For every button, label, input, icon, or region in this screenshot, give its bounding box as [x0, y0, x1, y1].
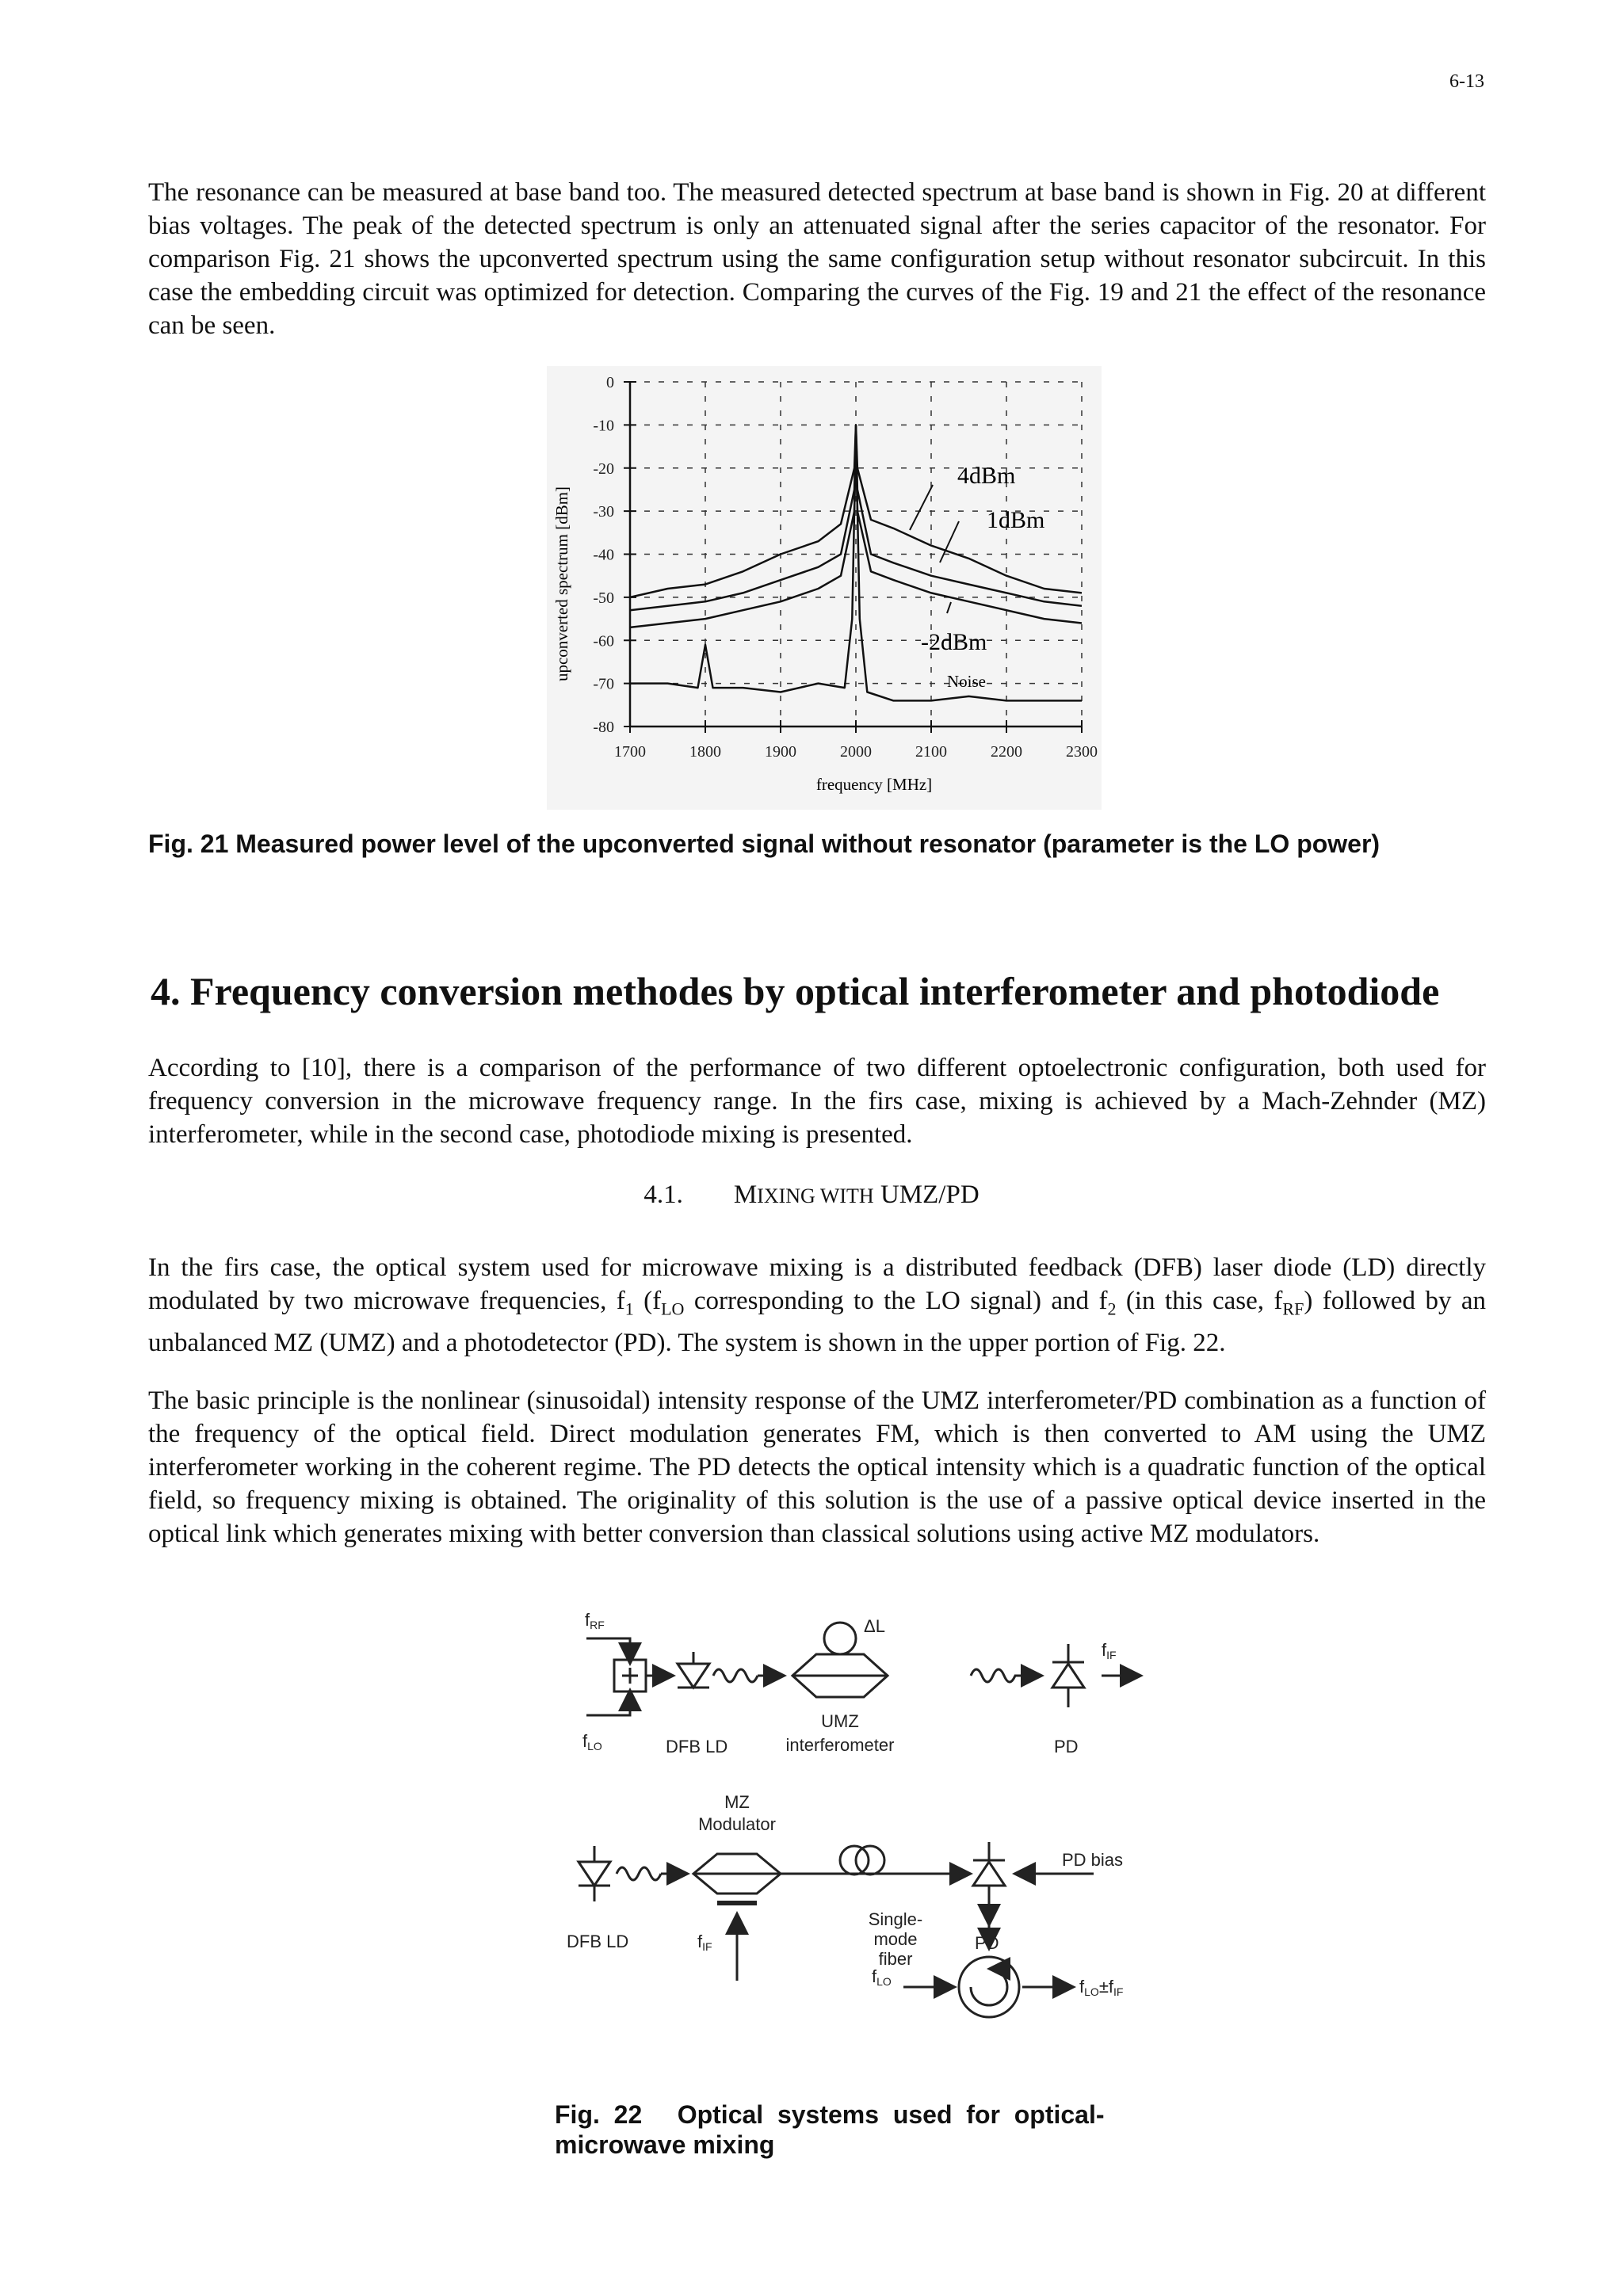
para3-text-1: In the firs case, the optical system used for microwave mixing is a distributed feedback (DFB) laser diode (LD) directly modulated by two microwave frequencies, f [148, 1253, 1486, 1315]
fig22-caption-line2: microwave mixing [555, 2130, 775, 2159]
annot-minus2dbm: -2dBm [921, 629, 987, 655]
laser-diode-top-icon [678, 1652, 709, 1688]
label-fiber: fiber [878, 1949, 913, 1969]
subsection-title-smallcaps: IXING WITH [757, 1184, 874, 1207]
fig22-caption [555, 2100, 1189, 2160]
fig22-caption-line1: Fig. 22 Optical systems used for optical- [555, 2100, 1105, 2129]
circulator-rotation-icon [971, 1969, 1007, 2005]
fig21-caption: Fig. 21 Measured power level of the upconverted signal without resonator (parameter is the LO power) [148, 830, 1381, 858]
wave-top-1-icon [713, 1669, 758, 1682]
fig21-chart [547, 366, 1102, 810]
fiber-coil-2-icon [856, 1846, 884, 1875]
y-tick-label: -50 [593, 589, 614, 607]
page-number: 6-13 [1449, 71, 1484, 92]
para3-text-2: (f [633, 1287, 662, 1315]
x-tick-label: 2100 [915, 743, 947, 761]
para3-sub-lo: LO [661, 1299, 685, 1319]
label-pd-bias: PD bias [1062, 1850, 1124, 1870]
label-flo-top: fLO [582, 1731, 602, 1753]
section-heading: 4. Frequency conversion methodes by optical interferometer and photodiode [151, 969, 1440, 1013]
chart-x-label: frequency [MHz] [815, 775, 933, 794]
wave-top-2-icon [971, 1669, 1015, 1682]
label-delta-l: ΔL [864, 1616, 885, 1636]
label-pd-top: PD [1054, 1737, 1079, 1756]
x-tick-label: 1800 [689, 743, 721, 761]
subsection-title-rest: UMZ/PD [873, 1180, 980, 1209]
paragraph-comparison: According to [10], there is a comparison of the performance of two different optoelectronic configuration, both used for frequency conversion in the microwave frequency range. In the firs case, mixing is achieved by a Mach-Zehnder (MZ) interferometer, while in the second case, photodiode mixing is presented. [148, 1054, 1486, 1149]
para3-text-4: (in this case, f [1116, 1287, 1283, 1315]
label-fif-bottom: fIF [697, 1932, 712, 1953]
circulator-icon [959, 1957, 1019, 2017]
wave-bottom-icon [617, 1867, 661, 1880]
flo-input-line [586, 1690, 630, 1715]
label-frf: fRF [585, 1610, 605, 1631]
label-flo-bottom: fLO [872, 1966, 892, 1988]
label-mz: MZ [724, 1792, 750, 1812]
subsection-number: 4.1. [643, 1180, 683, 1209]
x-tick-label: 1900 [765, 743, 796, 761]
label-modulator: Modulator [698, 1814, 776, 1834]
fig22-diagram [555, 1608, 1157, 2100]
y-tick-label: -40 [593, 546, 614, 564]
label-fif-top: fIF [1102, 1640, 1117, 1661]
y-tick-label: 0 [606, 374, 614, 391]
x-tick-label: 2200 [991, 743, 1022, 761]
y-tick-label: -10 [593, 417, 614, 435]
x-tick-label: 2000 [840, 743, 872, 761]
x-tick-label: 2300 [1066, 743, 1098, 761]
y-tick-label: -20 [593, 460, 614, 478]
photodiode-bottom-icon [973, 1842, 1005, 1921]
y-tick-label: -80 [593, 719, 614, 736]
para3-text-3: corresponding to the LO signal) and f [684, 1287, 1108, 1315]
chart-y-label: upconverted spectrum [dBm] [552, 486, 571, 682]
chart-y-ticks [593, 374, 614, 736]
annot-noise: Noise [947, 672, 986, 691]
paragraph-principle: The basic principle is the nonlinear (sinusoidal) intensity response of the UMZ interferometer/PD combination as a function of the frequency of the optical field. Direct modulation generates FM, which is then converted to AM using the UMZ interferometer working in the coherent regime. The PD detects the optical intensity which is a quadratic function of the optical field, so frequency mixing is obtained. The originality of this solution is the use of a passive optical device inserted in the optical link which generates mixing with better conversion than classical solutions using active MZ modulators. [148, 1386, 1486, 1548]
y-tick-label: -30 [593, 503, 614, 521]
para3-sub-1: 1 [624, 1299, 634, 1319]
subsection-heading [0, 1180, 1623, 1210]
summing-plus-icon [622, 1668, 638, 1684]
y-tick-label: -70 [593, 675, 614, 693]
paragraph-umz-system [148, 1251, 1486, 1360]
label-interferometer: interferometer [785, 1735, 895, 1755]
paragraph-intro: The resonance can be measured at base band too. The measured detected spectrum at base band is shown in Fig. 20 at different bias voltages. The peak of the detected spectrum is only an attenuated signal after the series capacitor of the resonator. For comparison Fig. 21 shows the upconverted spectrum using the same configuration setup without resonator subcircuit. In this case the embedding circuit was optimized for detection. Comparing the curves of the Fig. 19 and 21 the effect of the resonance can be seen. [148, 178, 1486, 340]
label-single: Single- [868, 1909, 923, 1929]
para3-sub-2: 2 [1107, 1299, 1117, 1319]
label-pd-bottom: PD [975, 1933, 999, 1953]
para3-sub-rf: RF [1282, 1299, 1304, 1319]
label-output-bottom: fLO±fIF [1079, 1977, 1124, 1998]
label-dfb-ld-bottom: DFB LD [567, 1932, 629, 1951]
annot-1dbm: 1dBm [987, 507, 1045, 533]
y-tick-label: -60 [593, 632, 614, 650]
fiber-coil-1-icon [840, 1846, 869, 1875]
annot-4dbm: 4dBm [957, 463, 1016, 489]
label-umz: UMZ [821, 1711, 859, 1731]
umz-delay-loop [824, 1623, 856, 1654]
x-tick-label: 1700 [614, 743, 646, 761]
label-mode: mode [873, 1929, 918, 1949]
para3-text-5: ) followed by an unbalanced MZ (UMZ) and a photodetector (PD). The system is shown in the upper portion of Fig. 22. [148, 1287, 1486, 1357]
photodiode-top-icon [1052, 1644, 1084, 1707]
label-dfb-ld-top: DFB LD [666, 1737, 728, 1756]
subsection-title-m: M [733, 1180, 758, 1209]
laser-diode-bottom-icon [579, 1846, 610, 1901]
